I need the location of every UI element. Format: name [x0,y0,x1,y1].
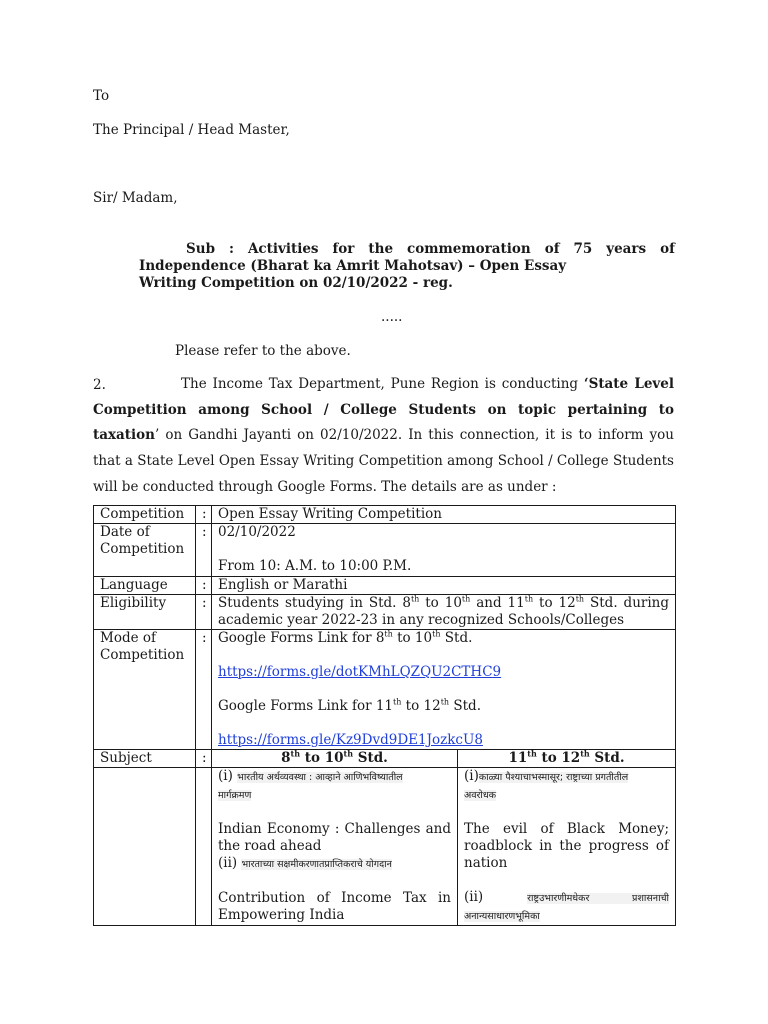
value-eligibility [212,595,676,630]
caption-text: Std. [449,698,481,714]
subject-word: for [332,241,355,257]
caption-text: to 10 [392,630,433,646]
label-mode: Mode of Competition [94,630,196,750]
subject-head-11-12 [458,750,676,768]
table-row-mode [94,630,676,750]
marathi-text: मार्गक्रमण [218,790,252,801]
colon: : [196,630,212,750]
superscript: th [524,594,534,604]
superscript: th [432,629,441,639]
topic-number: (ii) [218,855,238,871]
addressee: The Principal / Head Master, [93,122,290,138]
marathi-text: भारताच्या सक्षमीकरणातप्राप्तिकराचे योगदान [241,859,392,870]
superscript: th [410,594,420,604]
paragraph-2-text-b: ’ on Gandhi Jayanti on 02/10/2022. In this connection, it is to inform you that a State Level Open Essay Writing Competition among School / College Students will be conducted through Google Forms. The details are as under : [93,427,674,495]
superscript: th [527,749,537,759]
subject-line-1 [186,241,675,257]
topics-8-10 [212,768,458,926]
subject-label: Sub [186,241,216,257]
subject-word: of [660,241,675,257]
separator-dots: ..... [381,309,403,325]
colon: : [196,750,212,768]
superscript: th [575,594,585,604]
salutation: Sir/ Madam, [93,190,178,206]
eligibility-text: Students studying in Std. 8 [218,595,411,611]
subject-head-8-10 [212,750,458,768]
details-table [93,505,676,926]
subject-word: 75 [573,241,593,257]
value-competition: Open Essay Writing Competition [212,506,676,524]
eligibility-text: Std. during academic year 2022-23 in any recognized Schools/Colleges [218,595,669,628]
superscript: th [440,697,450,707]
colon: : [196,524,212,577]
subject-word: the [368,241,394,257]
subject-line-2: Independence (Bharat ka Amrit Mahotsav) – Open Essay [139,258,567,274]
table-row-eligibility [94,595,676,630]
eligibility-text: and 11 [470,595,525,611]
marathi-text: अवरोधक [464,790,497,801]
paragraph-number: 2. [93,377,106,393]
date-value: 02/10/2022 [218,524,296,540]
colon: : [196,506,212,524]
head-text: to 10 [300,750,344,766]
table-row-subject-header [94,750,676,768]
head-text: 11 [508,750,528,766]
superscript: th [384,629,393,639]
topic-ii-marathi [464,889,669,907]
label-eligibility: Eligibility [94,595,196,630]
marathi-text: अनान्यसाधारणभूमिका [464,911,540,922]
empty-cell [94,768,196,926]
superscript: th [393,697,402,707]
subject-colon: : [228,241,234,257]
empty-cell [196,768,212,926]
topic-number: (i) [464,768,479,784]
paragraph-2-text-a: The Income Tax Department, Pune Region is conducting [181,376,584,392]
topic-ii-marathi [218,855,451,873]
value-mode [212,630,676,750]
marathi-text: राष्ट्रउभारणीमधेकर प्रशासनाची [527,893,670,904]
eligibility-text: to 10 [419,595,462,611]
value-date [212,524,676,577]
topic-ii-english: Contribution of Income Tax in Empowering India [218,890,451,923]
topic-i-english: Indian Economy : Challenges and the road ahead [218,821,451,854]
label-date: Date of Competition [94,524,196,577]
topic-i-english: The evil of Black Money; roadblock in the progress of nation [464,821,670,871]
paragraph-2 [93,372,674,501]
label-language: Language [94,577,196,595]
to-line: To [93,88,110,104]
superscript: th [290,749,301,759]
superscript: th [461,594,471,604]
intro-sentence: Please refer to the above. [175,343,351,359]
colon: : [196,577,212,595]
subject-word: years [606,241,647,257]
table-row-language [94,577,676,595]
head-text: to 12 [536,750,581,766]
superscript: th [343,749,354,759]
topic-i-marathi [464,768,669,786]
paragraph-2-bold: ‘State Level Competition among School / College Students on topic pertaining to taxation [93,376,674,444]
head-text: Std. [589,750,625,766]
head-text: 8 [281,750,291,766]
caption-text: Std. [440,630,473,646]
topic-number: (ii) [464,889,484,905]
colon: : [196,595,212,630]
topics-11-12 [458,768,676,926]
form-link-11-12[interactable]: https://forms.gle/Kz9Dvd9DE1JozkcU8 [218,732,483,748]
form-link-caption-2 [218,698,669,715]
form-link-8-10[interactable]: https://forms.gle/dotKMhLQZQU2CTHC9 [218,664,502,680]
topic-number: (i) [218,768,233,784]
marathi-text: काळ्या पैश्याचाभस्मासूर; राष्ट्राच्या प्रगतीतील [478,772,629,783]
eligibility-text: to 12 [533,595,576,611]
caption-text: Google Forms Link for 8 [218,630,385,646]
head-text: Std. [353,750,388,766]
form-link-caption-1 [218,630,669,647]
label-subject: Subject [94,750,196,768]
superscript: th [580,749,590,759]
topic-i-marathi [218,768,451,786]
label-competition: Competition [94,506,196,524]
table-row-competition [94,506,676,524]
subject-line-3: Writing Competition on 02/10/2022 - reg. [139,275,453,291]
table-row-subject-topics [94,768,676,926]
table-row-date [94,524,676,577]
value-language: English or Marathi [212,577,676,595]
subject-word: of [544,241,560,257]
subject-word: Activities [247,241,319,257]
caption-text: to 12 [401,698,441,714]
marathi-text: भारतीय अर्थव्यवस्था : आव्हाने आणिभविष्यातील [237,772,403,783]
time-value: From 10: A.M. to 10:00 P.M. [218,558,412,574]
caption-text: Google Forms Link for 11 [218,698,394,714]
subject-word: commemoration [407,241,531,257]
